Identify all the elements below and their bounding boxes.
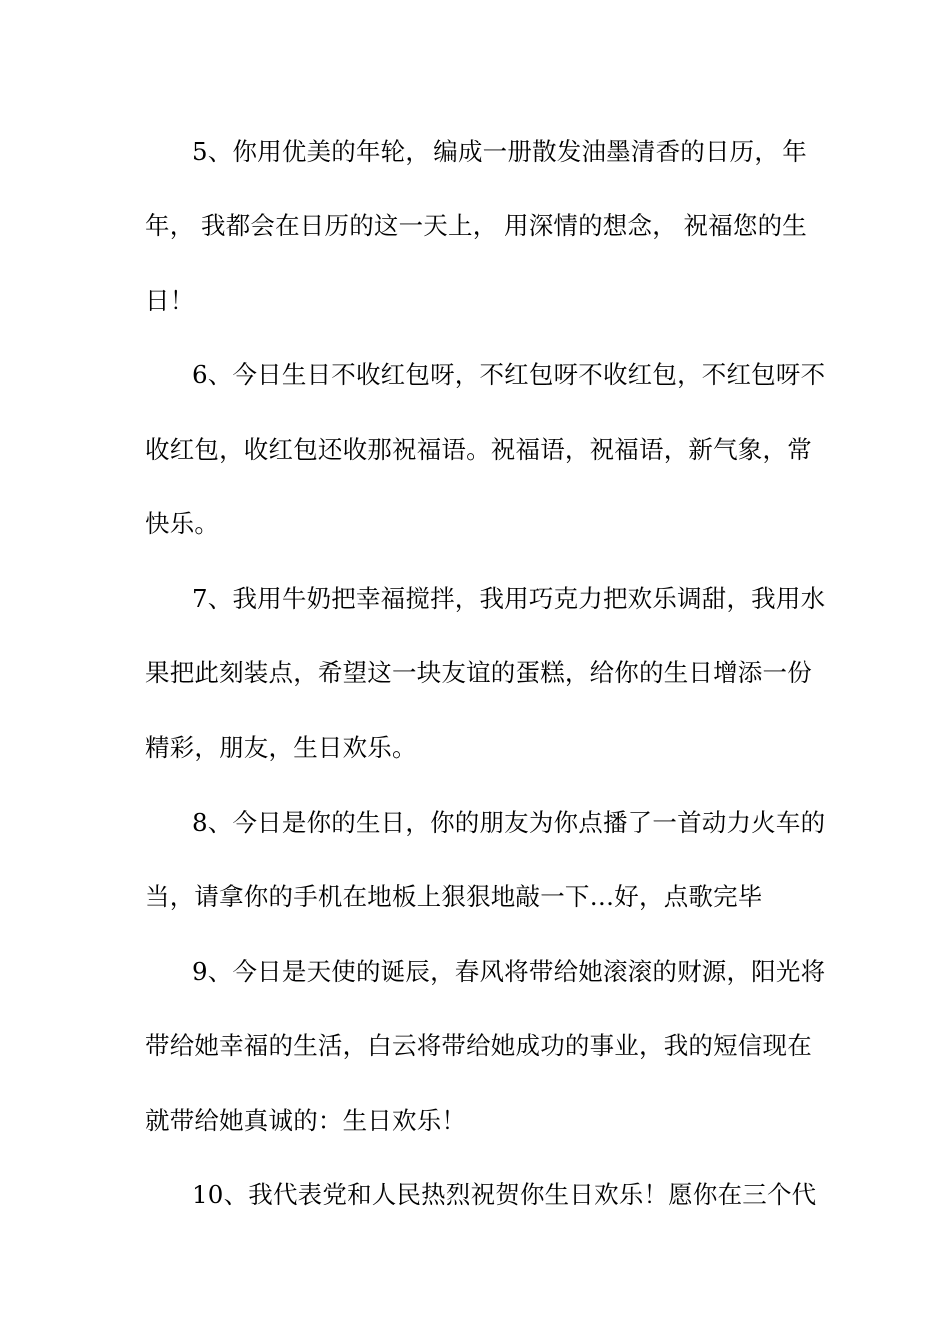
- paragraph-7-line-2: [145, 653, 812, 693]
- paragraph-5-line-2: [145, 206, 807, 246]
- paragraph-6-line-2: [145, 430, 812, 470]
- text-segment: 用深情的想念，: [504, 211, 677, 240]
- text-segment: 9、今日是天使的诞辰，春风将带给她滚滚的财源，阳光将: [192, 957, 826, 986]
- text-segment: 10、我代表党和人民热烈祝贺你生日欢乐！愿你在三个代: [192, 1180, 817, 1209]
- paragraph-8-line-2: [145, 877, 807, 917]
- text-segment: 带给她幸福的生活，白云将带给她成功的事业，我的短信现在: [145, 1031, 812, 1060]
- text-segment: 精彩，朋友，生日欢乐。: [145, 733, 417, 762]
- text-segment: 收红包，收红包还收那祝福语。祝福语，祝福语，新气象，常: [145, 435, 812, 464]
- paragraph-5-line-3: [145, 281, 807, 321]
- paragraph-6-line-1: [192, 355, 826, 395]
- paragraph-9-line-2: [145, 1026, 812, 1066]
- text-segment: 日！: [145, 286, 195, 315]
- text-segment: 8、今日是你的生日，你的朋友为你点播了一首动力火车的: [192, 808, 826, 837]
- text-segment: 7、我用牛奶把幸福搅拌，我用巧克力把欢乐调甜，我用水: [192, 584, 826, 613]
- text-segment: 我都会在日历的这一天上，: [201, 211, 498, 240]
- text-segment: 年，: [145, 211, 195, 240]
- paragraph-8-line-1: [192, 803, 826, 843]
- paragraph-7-line-1: [192, 579, 826, 619]
- text-segment: 年: [782, 137, 807, 166]
- paragraph-10-line-1: [192, 1175, 817, 1215]
- text-segment: 5、你用优美的年轮，: [192, 137, 431, 166]
- paragraph-9-line-3: [145, 1101, 807, 1141]
- text-segment: 祝福您的生: [683, 211, 807, 240]
- text-segment: 当，请拿你的手机在地板上狠狠地敲一下…好，点歌完毕: [145, 882, 763, 911]
- text-segment: 就带给她真诚的：生日欢乐！: [145, 1106, 467, 1135]
- text-segment: 编成一册散发油墨清香的日历，: [433, 137, 780, 166]
- text-segment: 6、今日生日不收红包呀，不红包呀不收红包，不红包呀不: [192, 360, 826, 389]
- paragraph-7-line-3: [145, 728, 807, 768]
- paragraph-9-line-1: [192, 952, 826, 992]
- text-segment: 快乐。: [145, 509, 220, 538]
- paragraph-6-line-3: [145, 504, 807, 544]
- text-segment: 果把此刻装点，希望这一块友谊的蛋糕，给你的生日增添一份: [145, 658, 812, 687]
- paragraph-5-line-1: [192, 132, 807, 172]
